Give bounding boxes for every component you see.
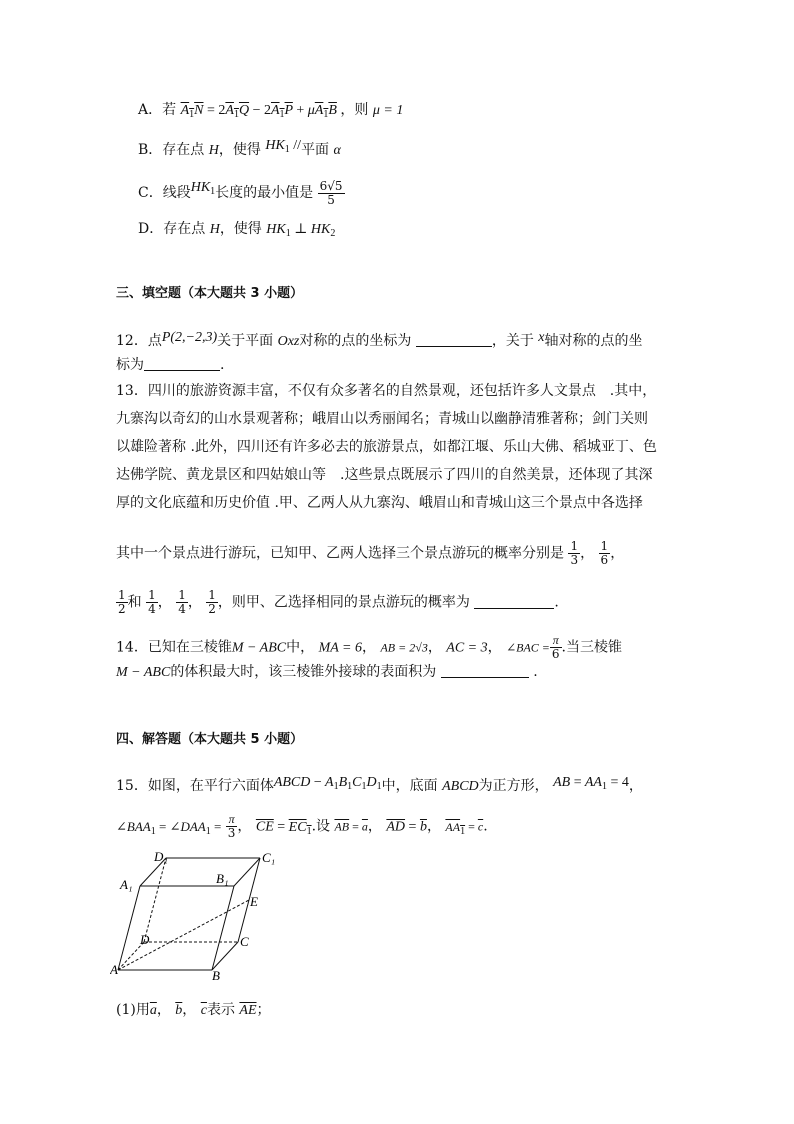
fraction: $\frac{1}{2}$ <box>208 588 216 616</box>
vector-c-def: $AA_1 = \overline{c}$ <box>445 819 484 837</box>
option-a: A．若 $A_1N = 2A_1Q - 2A_1P + \mu A_1B$ ，则 μ = 1 <box>138 102 404 120</box>
question-13-line-5: 厚的文化底蕴和历史价值 .甲、乙两人从九寨沟、峨眉山和青城山这三个景点中各选择 <box>116 495 643 511</box>
question-12-line-2: 标为 . <box>116 357 225 373</box>
question-15-line-2: $\angle BAA_1$ = $\angle DAA_1$ = $\frac{\pi}{3}$ ， $\overline{CE} = EC_1$.设 $\overline{AB} = \overline{a}$， $\overline{AD} = \overline{b}$， $AA_1 = \overline{c}$. <box>116 812 488 840</box>
option-b: B．存在点 H，使得 $HK_1$ //平面 α <box>138 138 341 158</box>
question-15-part-1: (1)用$\overline{a}$， $\overline{b}$， $\overline{c}$表示 $\overline{AE}$； <box>116 1002 271 1018</box>
fraction: $\frac{\pi}{3}$ <box>227 812 236 840</box>
question-13-line-3: 以雄险著称 .此外，四川还有许多必去的旅游景点，如都江堰、乐山大佛、稻城亚丁、色 <box>116 439 657 455</box>
section-3-title: 三、填空题（本大题共 3 小题） <box>116 286 304 301</box>
angle-condition: $\angle BAA_1$ = $\angle DAA_1$ = <box>116 818 222 837</box>
midpoint-condition: $\overline{CE} = EC_1$ <box>255 819 312 837</box>
question-13-line-7: $\frac{1}{2}$ 和 $\frac{1}{4}$ ， $\frac{1}{4}$ ， $\frac{1}{2}$ ，则甲、乙选择相同的景点游玩的概率为 . <box>118 588 559 616</box>
option-c-fraction: $\frac{6√5}{5}$ <box>319 178 343 207</box>
fraction: $\frac{1}{2}$ <box>118 588 126 616</box>
section-4-title: 四、解答题（本大题共 5 小题） <box>116 732 304 747</box>
label-D: D <box>140 932 150 947</box>
edge-condition: AB = $AA_1 = 4$ <box>553 775 629 792</box>
question-15-line-1: 15．如图，在平行六面体ABCD − $A_1B_1C_1D_1$中，底面 ABCD为正方形， AB = $AA_1 = 4$， <box>116 775 643 794</box>
label-B1: B₁ <box>216 871 229 886</box>
parallelepiped-figure <box>110 846 280 984</box>
label-A1: A₁ <box>120 877 133 892</box>
label-E: E <box>250 894 258 909</box>
option-c-segment: $HK_1$ <box>190 180 216 197</box>
fraction: $\frac{1}{6}$ <box>600 539 609 567</box>
question-13-line-2: 九寨沟以奇幻的山水景观著称；峨眉山以秀丽闻名；青城山以幽静清雅著称；剑门关则 <box>116 411 648 427</box>
label-B: B <box>212 968 220 983</box>
solid-name: ABCD − $A_1B_1C_1D_1$ <box>273 775 382 792</box>
label-C: C <box>240 934 249 949</box>
answer-blank[interactable] <box>441 663 529 678</box>
question-13-line-4: 达佛学院、黄龙景区和四姑娘山等 .这些景点既展示了四川的自然美景，还体现了其深 <box>116 467 653 483</box>
fraction: $\frac{1}{4}$ <box>148 588 156 616</box>
label-A: A <box>110 962 118 977</box>
fraction: $\frac{1}{3}$ <box>570 539 579 567</box>
question-14-line-1: 14．已知在三棱锥M − ABC中， MA = 6， AB = 2√3， AC = 3， ∠BAC = $\frac{\pi}{6}$ .当三棱锥 <box>116 633 622 661</box>
answer-blank[interactable] <box>144 356 220 371</box>
option-a-result: μ = 1 <box>372 103 404 118</box>
option-d: D．存在点 H，使得 $HK_1$ ⊥ $HK_2$ <box>138 221 336 239</box>
fraction: $\frac{\pi}{6}$ <box>551 633 560 661</box>
question-14-line-2: M − ABC的体积最大时，该三棱锥外接球的表面积为 . <box>116 664 538 680</box>
fraction: $\frac{1}{4}$ <box>178 588 186 616</box>
label-D1: D₁ <box>154 849 168 864</box>
vector-a-def: $\overline{AB} = \overline{a}$ <box>334 819 368 834</box>
answer-blank[interactable] <box>416 332 492 347</box>
vector-b-def: $\overline{AD} = \overline{b}$ <box>386 819 427 835</box>
option-b-formula: $HK_1$ // <box>265 138 302 155</box>
question-13-line-6: 其中一个景点进行游玩，已知甲、乙两人选择三个景点游玩的概率分别是 $\frac{1}{3}$ ， $\frac{1}{6}$ ， <box>116 539 625 567</box>
answer-blank[interactable] <box>474 594 554 609</box>
label-C1: C₁ <box>262 850 276 865</box>
option-a-formula: $A_1N = 2A_1Q - 2A_1P + \mu A_1B$ <box>180 103 337 120</box>
question-12-line-1: 12．点P(2,−2,3)关于平面 Oxz对称的点的坐标为 ，关于 x轴对称的点的坐 <box>116 330 643 349</box>
option-d-formula: $HK_1$ ⊥ $HK_2$ <box>266 222 336 239</box>
option-c: C．线段$HK_1$长度的最小值是 $\frac{6√5}{5}$ <box>138 178 343 207</box>
question-13-line-1: 13．四川的旅游资源丰富，不仅有众多著名的自然景观，还包括许多人文景点 .其中， <box>116 383 657 399</box>
